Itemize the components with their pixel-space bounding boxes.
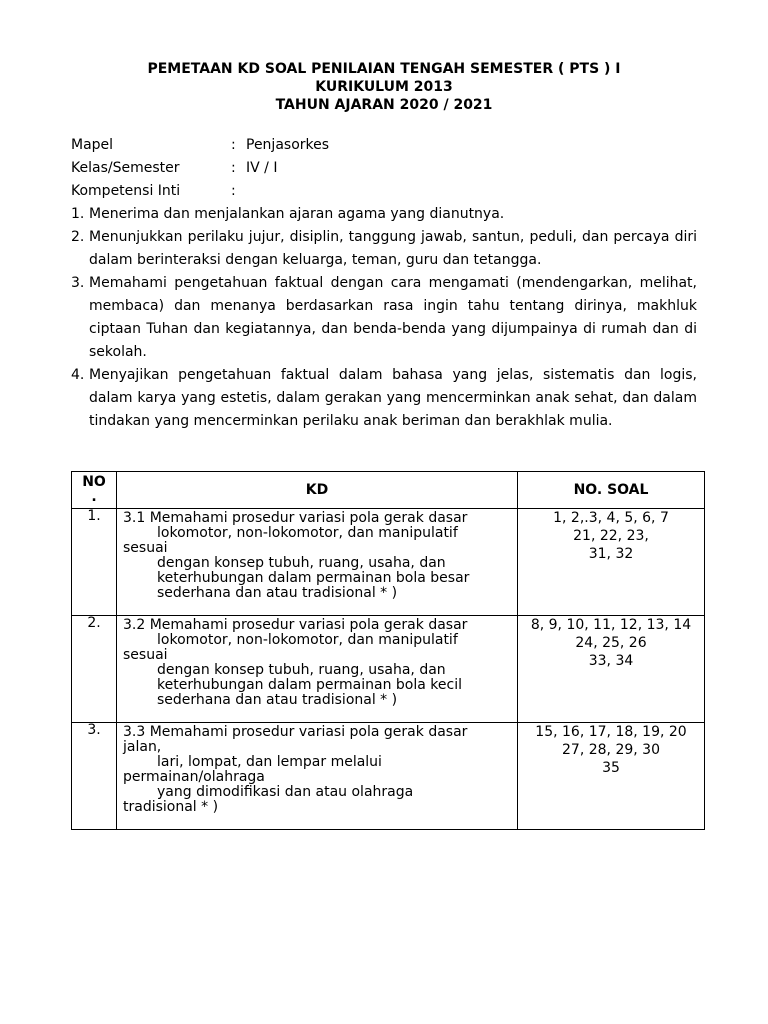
kd-line: lari, lompat, dan lempar melalui [157, 754, 382, 770]
ki-colon: : [231, 183, 236, 199]
row-no-soal [518, 723, 705, 830]
table-header-row [72, 472, 705, 509]
soal-line: 31, 32 [588, 546, 634, 562]
soal-line: 15, 16, 17, 18, 19, 20 [535, 724, 687, 740]
document-title [0, 60, 768, 114]
ki-label: Kompetensi Inti [71, 183, 181, 199]
soal-line: 1, 2,.3, 4, 5, 6, 7 [553, 510, 669, 526]
table-row [72, 723, 705, 830]
row-number: 2. [72, 616, 117, 723]
title-line-1: PEMETAAN KD SOAL PENILAIAN TENGAH SEMESTER ( PTS ) I [147, 61, 621, 77]
kd-line: sederhana dan atau tradisional * ) [157, 585, 398, 601]
header-no-soal: NO. SOAL [518, 472, 705, 509]
kompetensi-inti-item [71, 272, 697, 364]
meta-row-kelas [71, 159, 711, 182]
header-kd: KD [117, 472, 518, 509]
kompetensi-inti-list [71, 203, 697, 433]
kompetensi-inti-item [71, 226, 697, 272]
kompetensi-inti-item [71, 364, 697, 433]
kd-line: jalan, [123, 739, 162, 755]
mapel-value: Penjasorkes [246, 137, 330, 153]
soal-line: 24, 25, 26 [575, 635, 647, 651]
kd-mapping-table [71, 471, 705, 830]
kompetensi-inti-number: 3. [71, 275, 85, 291]
meta-row-ki [71, 182, 711, 205]
soal-line: 21, 22, 23, [573, 528, 649, 544]
row-no-soal [518, 616, 705, 723]
kd-line: keterhubungan dalam permainan bola kecil [157, 677, 462, 693]
mapel-label: Mapel [71, 137, 114, 153]
kd-line: yang dimodifikasi dan atau olahraga [157, 784, 414, 800]
kd-line: sederhana dan atau tradisional * ) [157, 692, 398, 708]
title-line-3: TAHUN AJARAN 2020 / 2021 [275, 97, 493, 113]
kd-line: keterhubungan dalam permainan bola besar [157, 570, 470, 586]
soal-line: 27, 28, 29, 30 [562, 742, 660, 758]
kd-line: tradisional * ) [123, 799, 219, 815]
mapel-colon: : [231, 137, 236, 153]
kd-line: lokomotor, non-lokomotor, dan manipulatif [157, 632, 458, 648]
meta-row-mapel [71, 136, 711, 159]
row-kd [117, 616, 518, 723]
kd-line: dengan konsep tubuh, ruang, usaha, dan [157, 662, 446, 678]
table-row [72, 616, 705, 723]
header-no-line-1: NO [82, 474, 106, 490]
kelas-value: IV / I [246, 160, 278, 176]
soal-line: 35 [602, 760, 620, 776]
kompetensi-inti-number: 2. [71, 229, 85, 245]
kd-line: 3.2 Memahami prosedur variasi pola gerak dasar [123, 617, 468, 633]
soal-line: 33, 34 [588, 653, 634, 669]
kd-line: sesuai [123, 647, 168, 663]
kompetensi-inti-text: Menunjukkan perilaku jujur, disiplin, tanggung jawab, santun, peduli, dan percaya diri dalam berinteraksi dengan keluarga, teman, guru dan tetangga. [89, 229, 697, 268]
kd-line: permainan/olahraga [123, 769, 265, 785]
kd-line: dengan konsep tubuh, ruang, usaha, dan [157, 555, 446, 571]
kd-line: lokomotor, non-lokomotor, dan manipulatif [157, 525, 458, 541]
row-kd [117, 723, 518, 830]
kompetensi-inti-number: 4. [71, 367, 85, 383]
kelas-label: Kelas/Semester [71, 160, 180, 176]
row-number: 3. [72, 723, 117, 830]
row-no-soal [518, 509, 705, 616]
kompetensi-inti-text: Menerima dan menjalankan ajaran agama yang dianutnya. [89, 206, 505, 222]
row-number: 1. [72, 509, 117, 616]
kompetensi-inti-text: Memahami pengetahuan faktual dengan cara mengamati (mendengarkan, melihat, membaca) dan menanya berdasarkan rasa ingin tahu tentang dirinya, makhluk ciptaan Tuhan dan kegiatannya, dan benda-benda yang dijumpainya di rumah dan di sekolah. [89, 275, 697, 360]
header-no-line-2: . [91, 489, 97, 505]
header-no [72, 472, 117, 509]
kompetensi-inti-item [71, 203, 697, 226]
table-row [72, 509, 705, 616]
kompetensi-inti-number: 1. [71, 206, 85, 222]
kelas-colon: : [231, 160, 236, 176]
kompetensi-inti-text: Menyajikan pengetahuan faktual dalam bahasa yang jelas, sistematis dan logis, dalam karya yang estetis, dalam gerakan yang mencerminkan anak sehat, dan dalam tindakan yang mencerminkan perilaku anak beriman dan berakhlak mulia. [89, 367, 697, 429]
document-meta [71, 136, 711, 205]
kd-line: sesuai [123, 540, 168, 556]
soal-line: 8, 9, 10, 11, 12, 13, 14 [530, 617, 692, 633]
kd-line: 3.1 Memahami prosedur variasi pola gerak dasar [123, 510, 468, 526]
row-kd [117, 509, 518, 616]
title-line-2: KURIKULUM 2013 [315, 79, 453, 95]
kd-line: 3.3 Memahami prosedur variasi pola gerak dasar [123, 724, 468, 740]
